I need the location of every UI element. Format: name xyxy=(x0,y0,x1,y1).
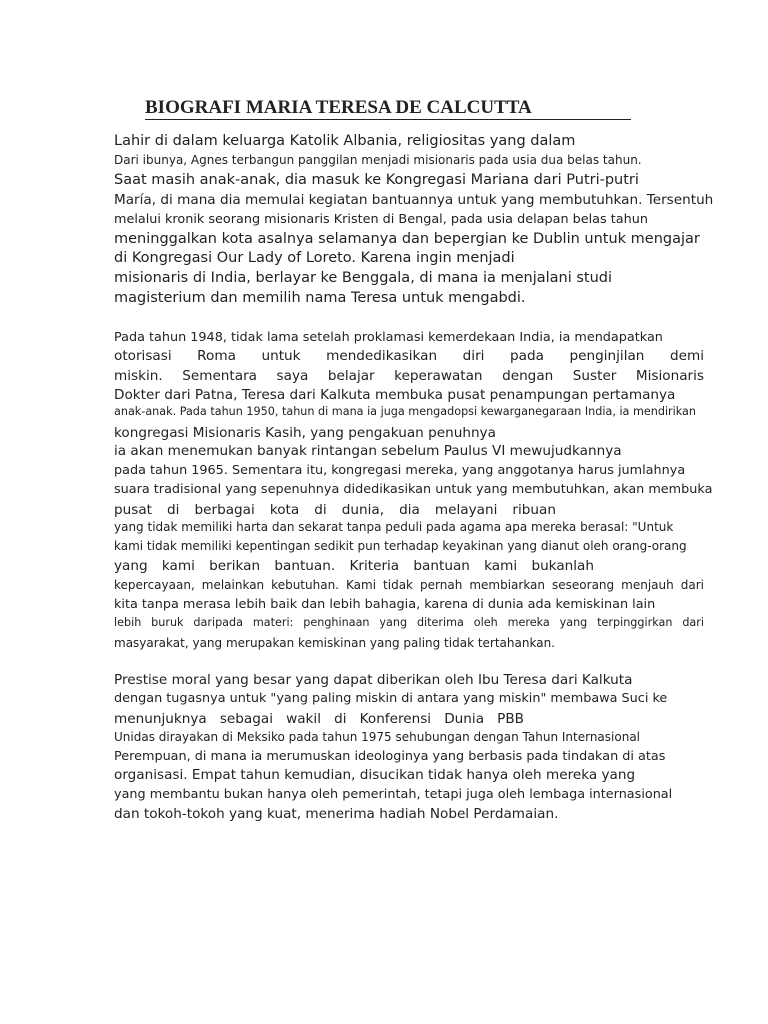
paragraph-3-line: Prestise moral yang besar yang dapat diberikan oleh Ibu Teresa dari Kalkuta xyxy=(114,672,633,688)
paragraph-2-line: kita tanpa merasa lebih baik dan lebih bahagia, karena di dunia ada kemiskinan lain xyxy=(114,597,656,612)
paragraph-3-line: yang membantu bukan hanya oleh pemerintah, tetapi juga oleh lembaga internasional xyxy=(114,787,673,802)
document-title: BIOGRAFI MARIA TERESA DE CALCUTTA xyxy=(145,97,631,120)
paragraph-2-line: masyarakat, yang merupakan kemiskinan yang paling tidak tertahankan. xyxy=(114,636,555,650)
paragraph-1-line: magisterium dan memilih nama Teresa untuk mengabdi. xyxy=(114,290,526,306)
paragraph-3-line: Unidas dirayakan di Meksiko pada tahun 1975 sehubungan dengan Tahun Internasional xyxy=(114,730,641,744)
paragraph-2-line: Dokter dari Patna, Teresa dari Kalkuta membuka pusat penampungan pertamanya xyxy=(114,387,676,403)
paragraph-1-line: misionaris di India, berlayar ke Benggala, di mana ia menjalani studi xyxy=(114,270,613,286)
paragraph-2-line: yang tidak memiliki harta dan sekarat tanpa peduli pada agama apa mereka berasal: "Untuk xyxy=(114,520,674,534)
paragraph-2-line: pusat di berbagai kota di dunia, dia melayani ribuan xyxy=(114,502,556,518)
paragraph-1-line: María, di mana dia memulai kegiatan bantuannya untuk yang membutuhkan. Tersentuh xyxy=(114,192,714,208)
paragraph-1-line: melalui kronik seorang misionaris Kristen di Bengal, pada usia delapan belas tahun xyxy=(114,212,648,227)
paragraph-2-line: otorisasi Roma untuk mendedikasikan diri pada penginjilan demi xyxy=(114,348,704,364)
paragraph-2-line: pada tahun 1965. Sementara itu, kongregasi mereka, yang anggotanya harus jumlahnya xyxy=(114,463,686,478)
paragraph-2-line: miskin. Sementara saya belajar keperawatan dengan Suster Misionaris xyxy=(114,368,704,384)
paragraph-2-line: anak-anak. Pada tahun 1950, tahun di mana ia juga mengadopsi kewarganegaraan India, ia mendirikan xyxy=(114,405,696,418)
paragraph-3-line: dan tokoh-tokoh yang kuat, menerima hadiah Nobel Perdamaian. xyxy=(114,806,559,822)
paragraph-2-line: ia akan menemukan banyak rintangan sebelum Paulus VI mewujudkannya xyxy=(114,443,622,459)
paragraph-1-line: Dari ibunya, Agnes terbangun panggilan menjadi misionaris pada usia dua belas tahun. xyxy=(114,153,642,167)
paragraph-1-line: meninggalkan kota asalnya selamanya dan bepergian ke Dublin untuk mengajar xyxy=(114,231,700,247)
paragraph-3-line: dengan tugasnya untuk "yang paling miskin di antara yang miskin" membawa Suci ke xyxy=(114,691,668,706)
paragraph-2-line: kami tidak memiliki kepentingan sedikit pun terhadap keyakinan yang dianut oleh orang-orang xyxy=(114,539,687,553)
paragraph-2-line: yang kami berikan bantuan. Kriteria bantuan kami bukanlah xyxy=(114,558,594,574)
paragraph-3-line: organisasi. Empat tahun kemudian, disucikan tidak hanya oleh mereka yang xyxy=(114,767,636,783)
paragraph-1-line: di Kongregasi Our Lady of Loreto. Karena ingin menjadi xyxy=(114,250,515,266)
paragraph-3-line: Perempuan, di mana ia merumuskan ideologinya yang berbasis pada tindakan di atas xyxy=(114,749,666,764)
paragraph-3-line: menunjuknya sebagai wakil di Konferensi Dunia PBB xyxy=(114,711,524,727)
paragraph-2-line: suara tradisional yang sepenuhnya didedikasikan untuk yang membutuhkan, akan membuka xyxy=(114,482,713,497)
paragraph-1-line: Lahir di dalam keluarga Katolik Albania, religiositas yang dalam xyxy=(114,133,576,149)
paragraph-2-line: Pada tahun 1948, tidak lama setelah proklamasi kemerdekaan India, ia mendapatkan xyxy=(114,330,663,345)
paragraph-1-line: Saat masih anak-anak, dia masuk ke Kongregasi Mariana dari Putri-putri xyxy=(114,172,639,188)
paragraph-2-line: kepercayaan, melainkan kebutuhan. Kami tidak pernah membiarkan seseorang menjauh dari xyxy=(114,578,704,592)
paragraph-2-line: kongregasi Misionaris Kasih, yang pengakuan penuhnya xyxy=(114,425,496,441)
paragraph-2-line: lebih buruk daripada materi: penghinaan yang diterima oleh mereka yang terpinggirkan dari xyxy=(114,616,704,629)
